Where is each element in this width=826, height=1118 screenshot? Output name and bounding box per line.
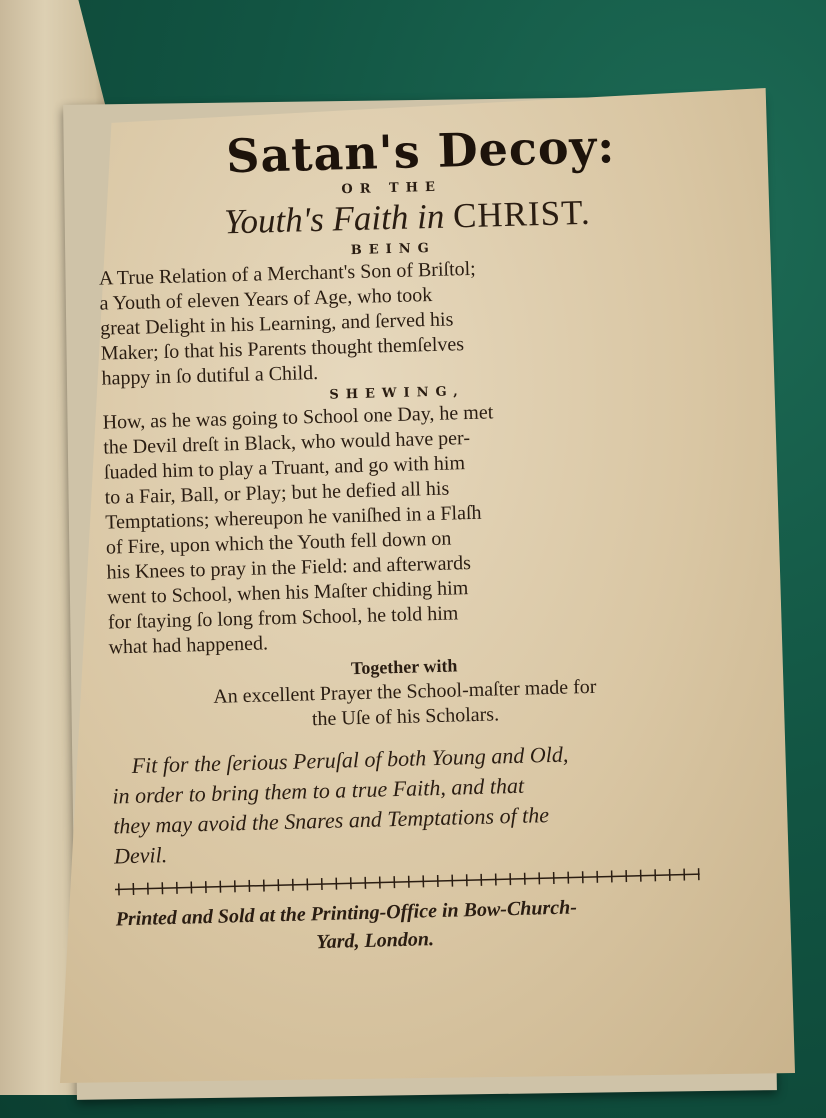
being-line: BEING [350,240,436,259]
shewing-line: SHEWING, [329,384,465,403]
together-with-line: Together with [350,655,458,679]
relation-line: happy in ſo dutiful a Child. [101,361,319,390]
story-line: of Fire, upon which the Youth fell down on [105,527,452,559]
story-line: the Devil dreſt in Black, who would have per- [103,427,471,459]
fit-line: Devil. [113,842,168,869]
story-paragraph [102,395,698,660]
story-line: Temptations; whereupon he vaniſhed in a Flaſh [105,501,482,534]
or-the-line: OR THE [341,179,443,198]
relation-line: a Youth of eleven Years of Age, who took [99,283,433,315]
prayer-line: An excellent Prayer the School-maſter made for [213,675,597,708]
story-line: ſuaded him to play a Truant, and go with him [103,452,466,484]
page-title: Satan's Decoy: [225,119,616,184]
subtitle-caps: CHRIST. [452,192,592,236]
relation-paragraph [99,251,692,391]
relation-line: A True Relation of a Merchant's Son of Briſtol; [98,257,477,290]
title-page-text [95,117,706,961]
story-line: what had happened. [108,632,269,659]
subtitle-italic: Youth's Faith in [223,196,445,242]
story-line: for ſtaying ſo long from School, he told him [107,602,459,634]
story-line: his Knees to pray in the Field: and afterwards [106,552,472,584]
relation-line: Maker; ſo that his Parents thought themſelves [100,333,465,365]
story-line: How, as he was going to School one Day, he met [102,401,494,434]
fit-line: in order to bring them to a true Faith, and that [112,772,525,809]
imprint-line: Printed and Sold at the Printing-Office in Bow-Church- [115,896,578,931]
imprint-line: Yard, London. [316,928,435,954]
relation-line: great Delight in his Learning, and ſerved his [99,308,454,340]
fit-line: they may avoid the Snares and Temptations of the [112,802,550,839]
fit-line: Fit for the ſerious Peruſal of both Young and Old, [131,741,569,778]
prayer-line: the Uſe of his Scholars. [311,703,500,731]
story-line: to a Fair, Ball, or Play; but he defied all his [104,477,450,509]
fit-paragraph [111,736,704,871]
story-line: went to School, when his Maſter chiding him [106,577,469,609]
